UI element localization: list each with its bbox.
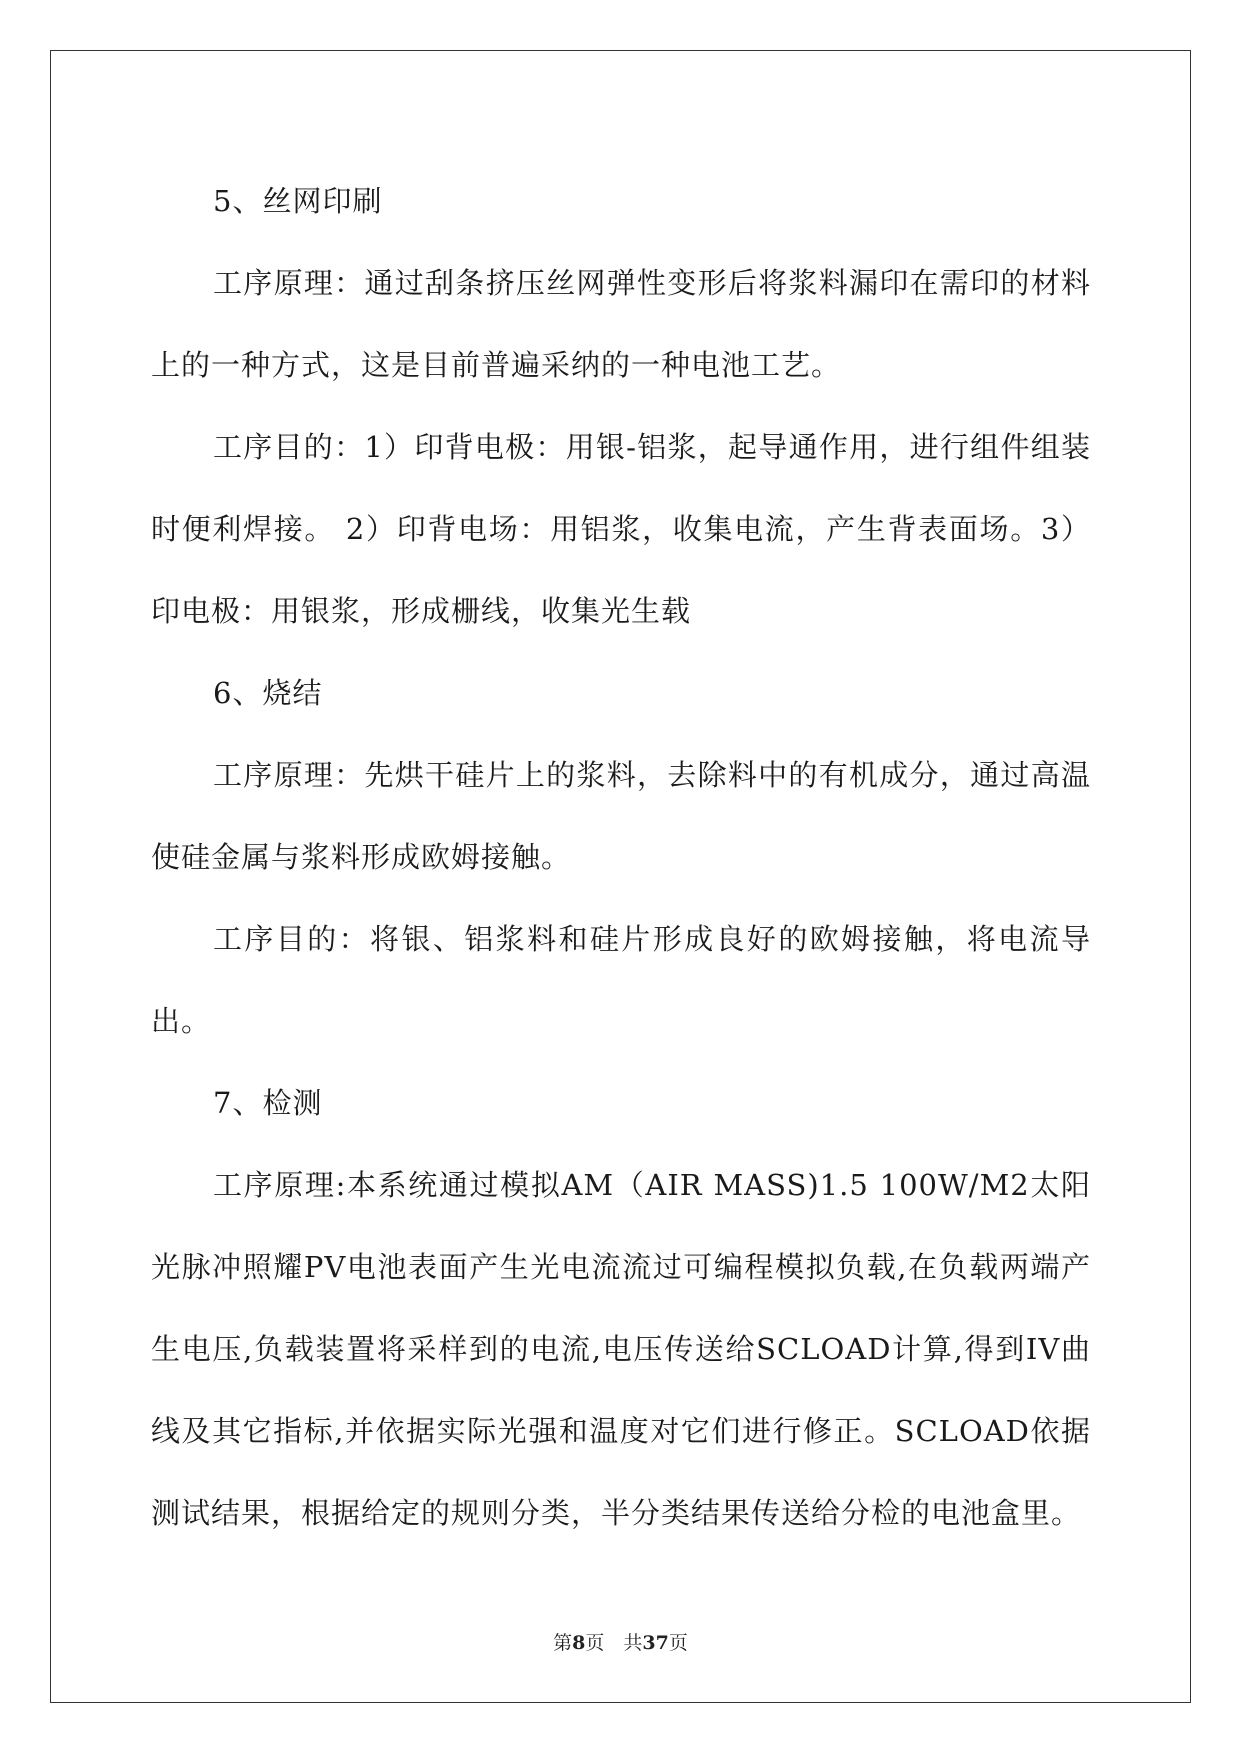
paragraph-purpose-sintering: 工序目的：将银、铝浆料和硅片形成良好的欧姆接触，将电流导出。 — [151, 922, 1091, 1038]
footer-prefix: 第 — [553, 1632, 573, 1654]
heading-testing: 7、检测 — [213, 1086, 323, 1120]
heading-sintering: 6、烧结 — [213, 676, 323, 710]
page-footer — [0, 1628, 1241, 1655]
paragraph-principle-printing: 工序原理：通过刮条挤压丝网弹性变形后将浆料漏印在需印的材料上的一种方式，这是目前普遍采纳的一种电池工艺。 — [151, 266, 1091, 382]
footer-total-pages: 37 — [642, 1632, 669, 1654]
footer-page-number: 8 — [572, 1632, 586, 1654]
heading-screen-printing: 5、丝网印刷 — [213, 184, 383, 218]
paragraph-principle-sintering: 工序原理：先烘干硅片上的浆料，去除料中的有机成分，通过高温使硅金属与浆料形成欧姆接触。 — [151, 758, 1091, 874]
footer-suffix: 页 — [668, 1632, 688, 1654]
paragraph-purpose-printing: 工序目的：1）印背电极：用银-铝浆，起导通作用，进行组件组装时便利焊接。 2）印背电场：用铝浆，收集电流，产生背表面场。3）印电极：用银浆，形成栅线，收集光生载 — [151, 430, 1091, 628]
footer-mid: 页 共 — [585, 1632, 643, 1654]
paragraph-principle-testing: 工序原理:本系统通过模拟AM（AIR MASS)1.5 100W/M2太阳光脉冲照耀PV电池表面产生光电流流过可编程模拟负载,在负载两端产生电压,负载装置将采样到的电流,电压传送给SCLOAD计算,得到IV曲线及其它指标,并依据实际光强和温度对它们进行修正。SCLOAD依据测试结果，根据给定的规则分类，半分类结果传送给分检的电池盒里。 — [151, 1168, 1091, 1530]
document-body — [151, 160, 1091, 1554]
